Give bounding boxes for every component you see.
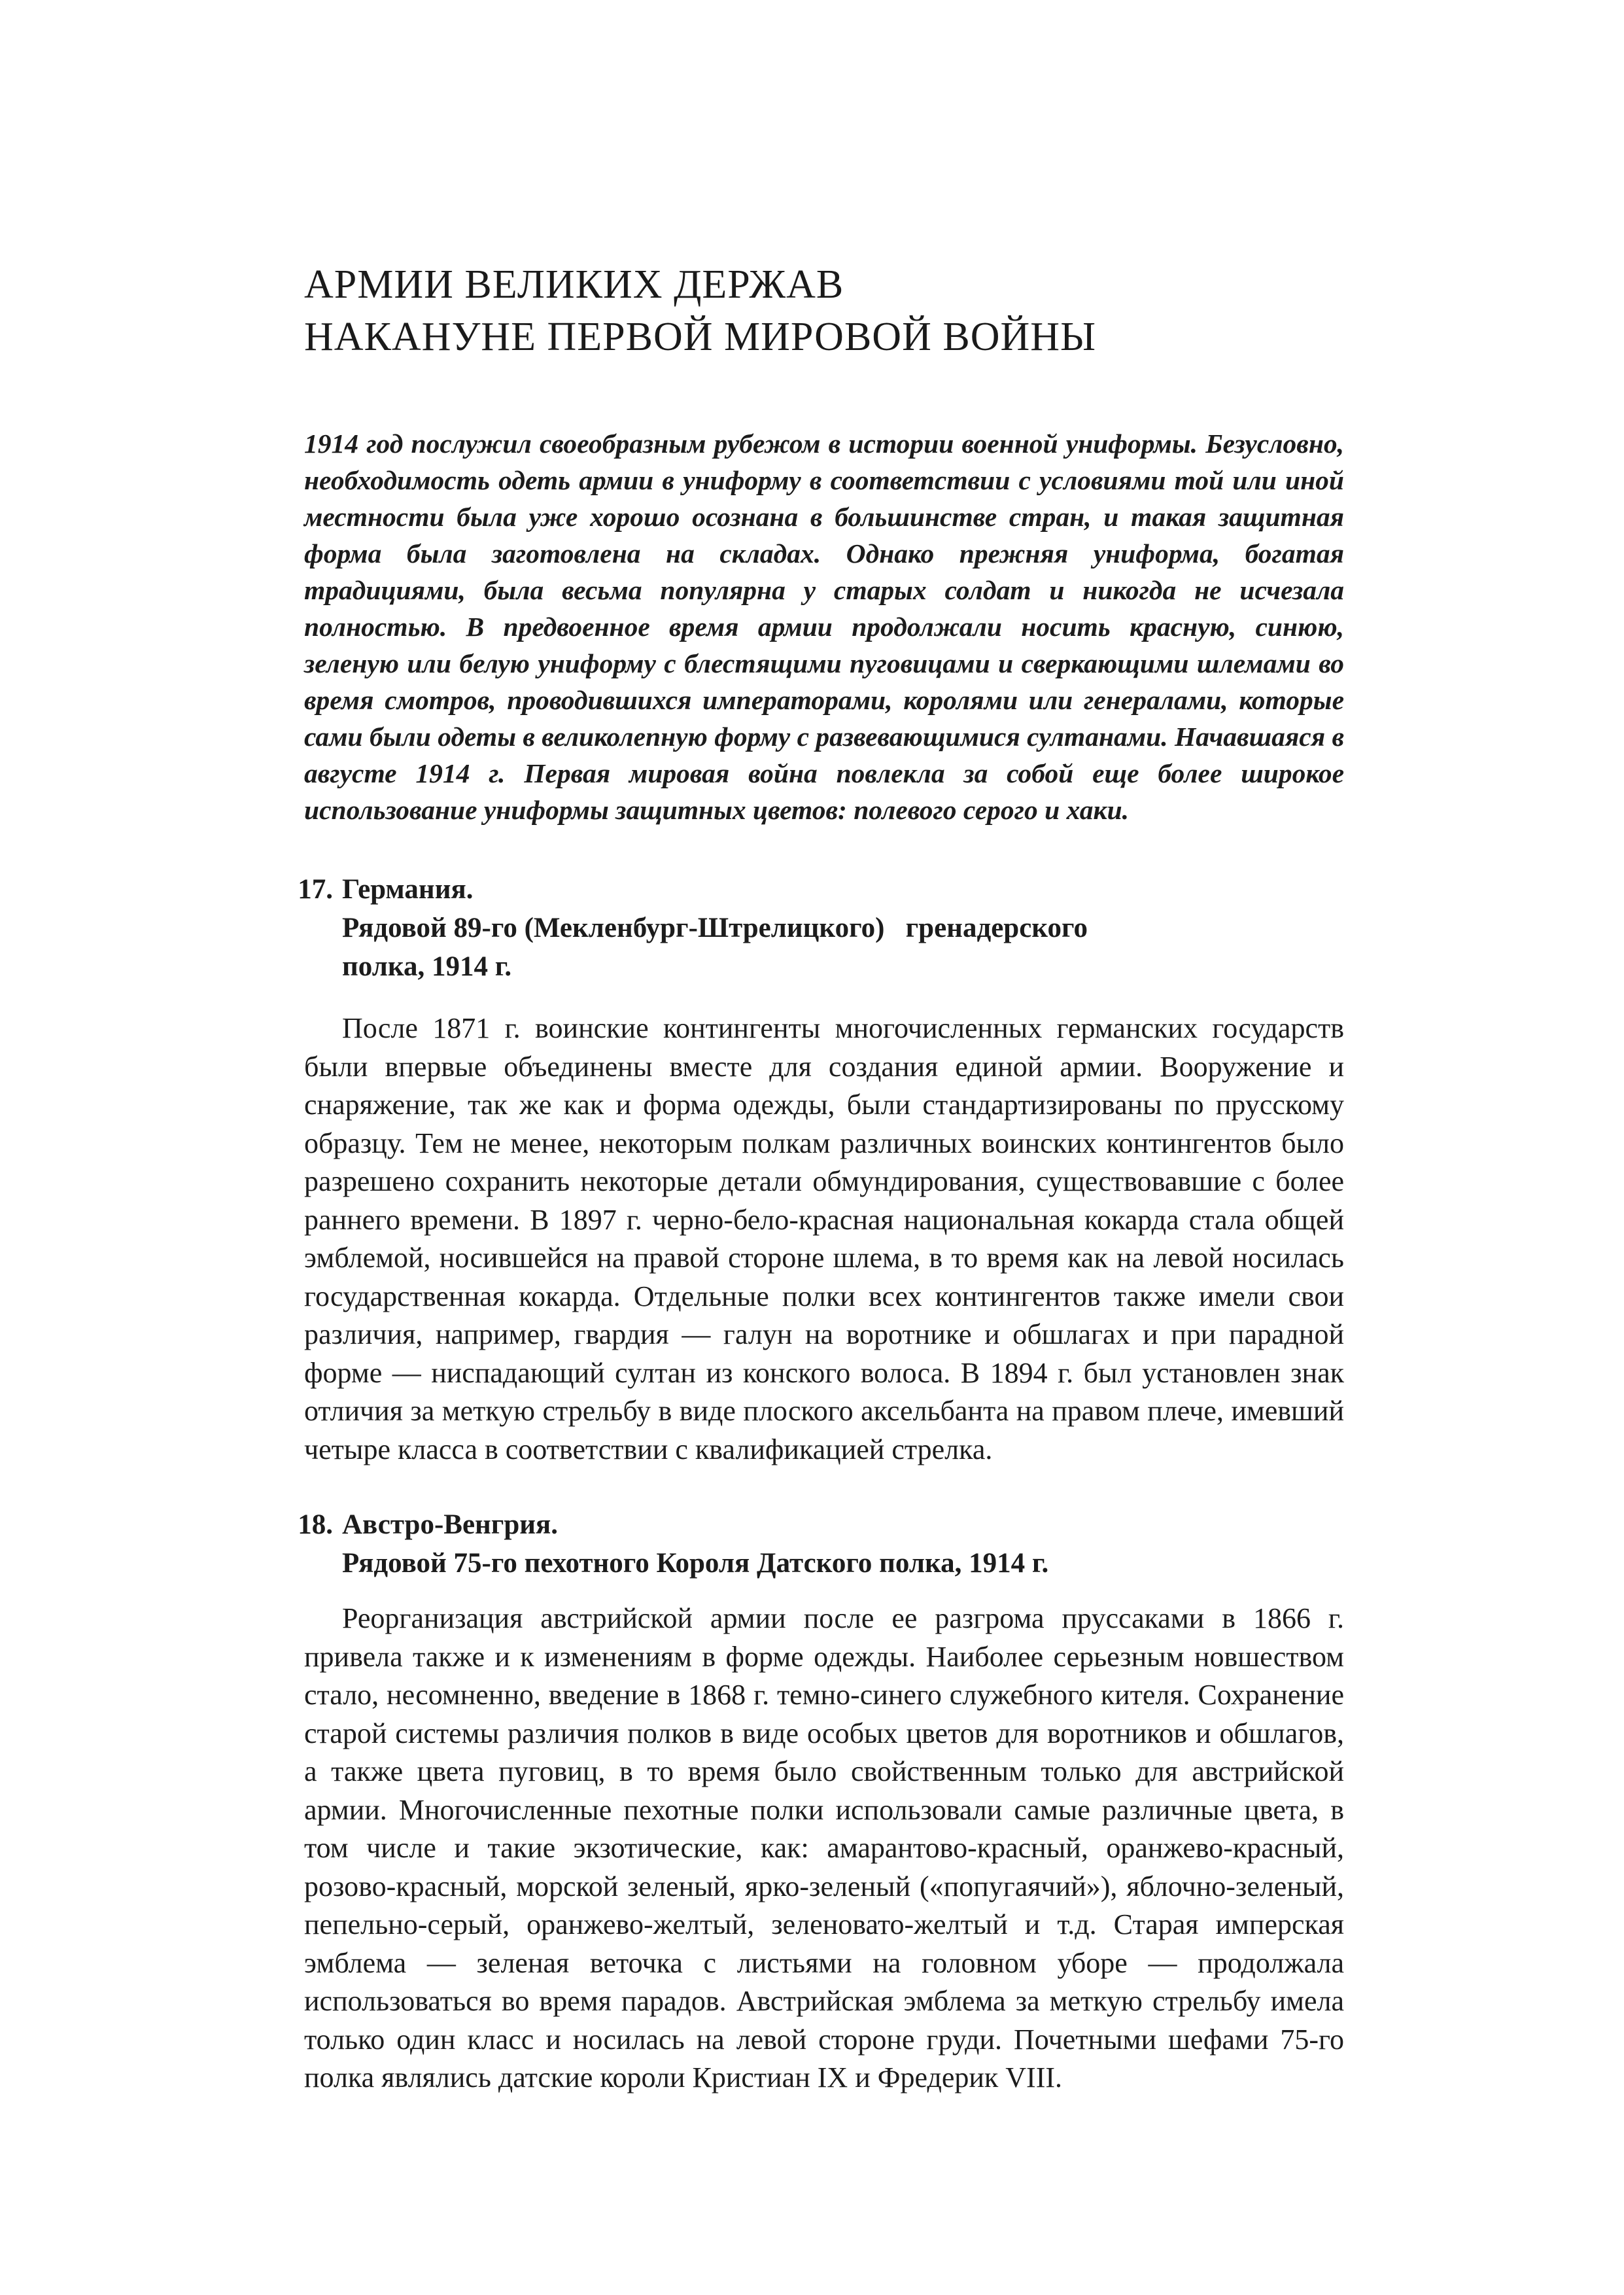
section-number: 18. (298, 1509, 333, 1540)
section-body-text: После 1871 г. воинские контингенты многочисленных германских государств были впервые объединены вместе для создания единой армии. Вооружение и снаряжение, так же как и форма одежды, были стандартизированы по прусскому образцу. Тем не менее, некоторым полкам различных воинских контингентов было разрешено сохранить некоторые детали обмундирования, существовавшие с более раннего времени. В 1897 г. черно-бело-красная национальная кокарда стала общей эмблемой, носившейся на правой стороне шлема, в то время как на левой носилась государственная кокарда. Отдельные полки всех контингентов также имели свои различия, например, гвардия — галун на воротнике и обшлагах и при парадной форме — ниспадающий султан из конского волоса. В 1894 г. был установлен знак отличия за меткую стрельбу в виде плоского аксельбанта на правом плече, имевший четыре класса в соответствии с квалификацией стрелка. (304, 1012, 1344, 1465)
section-heading-line-1: Австро-Венгрия. (342, 1509, 559, 1540)
chapter-title-line-2: НАКАНУНЕ ПЕРВОЙ МИРОВОЙ ВОЙНЫ (304, 315, 1097, 359)
chapter-title-line-1: АРМИИ ВЕЛИКИХ ДЕРЖАВ (304, 262, 844, 307)
section-austria-hungary (298, 1505, 1344, 2097)
section-heading (298, 1505, 1344, 1583)
section-heading-line-1: Германия. (342, 874, 474, 905)
section-heading-line-2: Рядовой 89-го (Мекленбург-Штрелицкого) гренадерского (342, 913, 1088, 943)
section-heading (298, 870, 1344, 986)
intro-paragraph: 1914 год послужил своеобразным рубежом в истории военной униформы. Безусловно, необходимость одеть армии в униформу в соответствии с условиями той или иной местности была уже хорошо осознана в большинстве стран, и такая защитная форма была заготовлена на складах. Однако прежняя униформа, богатая традициями, была весьма популярна у старых солдат и никогда не исчезала полностью. В предвоенное время армии продолжали носить красную, синюю, зеленую или белую униформу с блестящими пуговицами и сверкающими шлемами во время смотров, проводившихся императорами, королями или генералами, которые сами были одеты в великолепную форму с развевающимися султанами. Начавшаяся в августе 1914 г. Первая мировая война повлекла за собой еще более широкое использование униформы защитных цветов: полевого серого и хаки. (304, 429, 1344, 825)
chapter-title (304, 258, 1344, 363)
section-body-text: Реорганизация австрийской армии после ее разгрома пруссаками в 1866 г. привела также и к изменениям в форме одежды. Наиболее серьезным новшеством стало, несомненно, введение в 1868 г. темно-синего служебного кителя. Сохранение старой системы различия полков в виде особых цветов для воротников и обшлагов, а также цвета пуговиц, в то время было свойственным только для австрийской армии. Многочисленные пехотные полки использовали самые различные цвета, в том числе и такие экзотические, как: амарантово-красный, оранжево-красный, розово-красный, морской зеленый, ярко-зеленый («попугаячий»), яблочно-зеленый, пепельно-серый, оранжево-желтый, зеленовато-желтый и т.д. Старая имперская эмблема — зеленая веточка с листьями на головном уборе — продолжала использоваться во время парадов. Австрийская эмблема за меткую стрельбу имела только один класс и носилась на левой стороне груди. Почетными шефами 75-го полка являлись датские короли Кристиан IX и Фредерик VIII. (304, 1602, 1344, 2094)
section-number: 17. (298, 874, 333, 905)
section-heading-line-2: Рядовой 75-го пехотного Короля Датского полка, 1914 г. (342, 1548, 1049, 1579)
section-heading-line-3: полка, 1914 г. (342, 951, 512, 982)
section-germany (298, 870, 1344, 1469)
document-page (298, 258, 1344, 2097)
